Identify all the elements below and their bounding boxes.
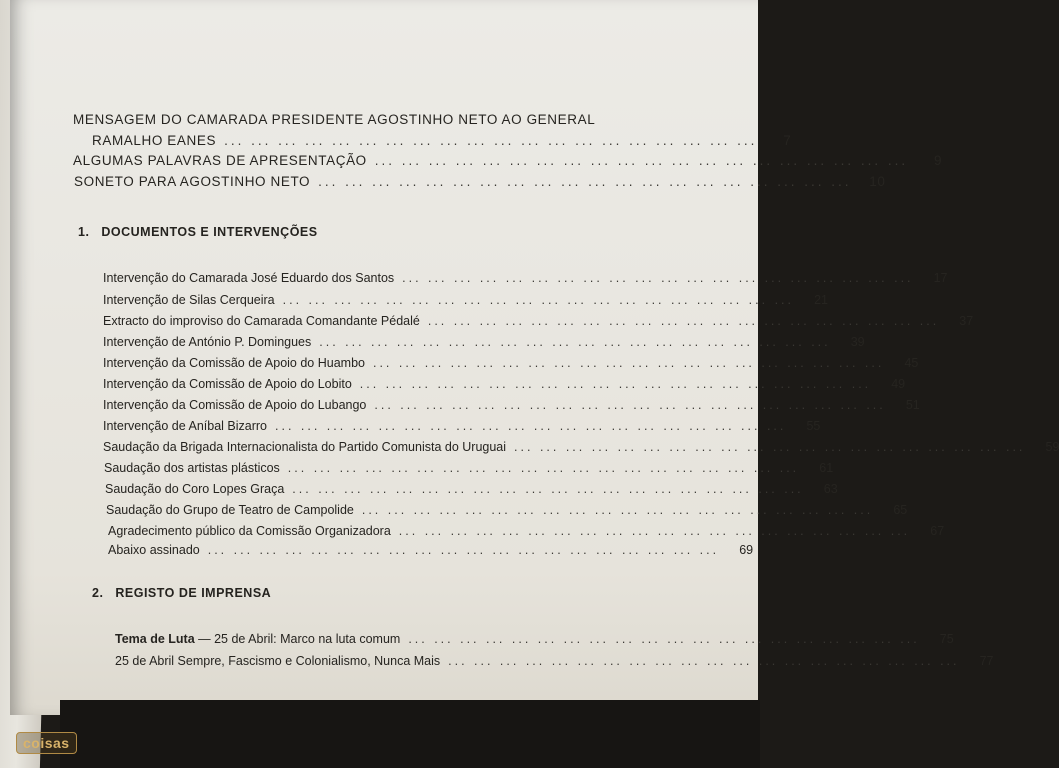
dot-leader: ... ... ... ... ... ... ... ... ... ... ... ... ... ... ... ... ... ... ... ... — [287, 461, 800, 475]
toc-entry-title: Intervenção da Comissão de Apoio do Lobito — [103, 377, 352, 391]
toc-entry-title: Saudação dos artistas plásticos — [104, 461, 280, 475]
section-title: DOCUMENTOS E INTERVENÇÕES — [101, 225, 318, 239]
dot-leader: ... ... ... ... ... ... ... ... ... ... ... ... ... ... ... ... ... ... ... ... — [374, 398, 886, 412]
dot-leader: ... ... ... ... ... ... ... ... ... ... ... ... ... ... ... ... ... ... ... ... — [427, 314, 940, 328]
dot-leader: ... ... ... ... ... ... ... ... ... ... ... ... ... ... ... ... ... ... ... ... — [275, 419, 787, 433]
dot-leader: ... ... ... ... ... ... ... ... ... ... ... ... ... ... ... ... ... ... ... ... — [282, 293, 794, 307]
toc-entry — [74, 174, 886, 189]
toc-entry — [106, 503, 908, 517]
section-heading — [92, 586, 271, 600]
toc-entry-title-bold: Tema de Luta — [115, 632, 195, 646]
toc-entry-title: 25 de Abril Sempre, Fascismo e Colonialismo, Nunca Mais — [115, 654, 441, 668]
toc-entry-page: 7 — [783, 133, 792, 148]
dot-leader: ... ... ... ... ... ... ... ... ... ... ... ... ... ... ... ... ... ... ... ... — [224, 133, 758, 148]
toc-entry — [103, 314, 974, 328]
section-number: 2. — [92, 586, 104, 600]
toc-entry-title: Abaixo assinado — [108, 543, 200, 557]
toc-entry-page: 69 — [739, 543, 754, 557]
toc-entry — [103, 335, 865, 349]
toc-entry-title: Intervenção de Silas Cerqueira — [103, 293, 275, 307]
toc-entry-title: RAMALHO EANES — [92, 133, 217, 148]
toc-entry — [104, 461, 834, 475]
toc-entry-title: Intervenção da Comissão de Apoio do Huambo — [103, 356, 365, 370]
dot-leader: ... ... ... ... ... ... ... ... ... ... ... ... ... ... ... ... ... ... ... ... — [408, 632, 920, 646]
dot-leader: ... ... ... ... ... ... ... ... ... ... ... ... ... ... ... ... ... ... ... ... — [361, 503, 874, 517]
toc-entry-title: Intervenção da Comissão de Apoio do Lubango — [103, 398, 367, 412]
toc-entry-page: 21 — [814, 293, 828, 307]
toc-entry-title: Saudação do Grupo de Teatro de Campolide — [106, 503, 354, 517]
toc-entry-title: SONETO PARA AGOSTINHO NETO — [74, 174, 311, 189]
toc-entry-title: Agradecimento público da Comissão Organizadora — [108, 524, 391, 538]
watermark-logo: coisas — [16, 732, 77, 754]
toc-entry-page: 17 — [933, 271, 948, 285]
toc-entry — [103, 293, 828, 307]
toc-entry — [92, 133, 792, 148]
section-number: 1. — [78, 225, 90, 239]
toc-entry-page: 59 — [1045, 440, 1059, 454]
section-title: REGISTO DE IMPRENSA — [115, 586, 272, 600]
toc-entry-title: Intervenção de Aníbal Bizarro — [103, 419, 267, 433]
dot-leader: ... ... ... ... ... ... ... ... ... ... ... ... ... ... ... ... ... ... ... ... — [448, 654, 960, 668]
toc-entry — [103, 271, 948, 285]
toc-entry — [103, 356, 919, 370]
toc-entry — [115, 632, 954, 646]
toc-entry-title-rest: — 25 de Abril: Marco na luta comum — [194, 632, 401, 646]
toc-entry-title — [115, 632, 400, 646]
toc-entry-page: 45 — [904, 356, 919, 370]
dot-leader: ... ... ... ... ... ... ... ... ... ... ... ... ... ... ... ... ... ... ... ... — [398, 524, 911, 538]
toc-entry-title: Saudação da Brigada Internacionalista do Partido Comunista do Uruguai — [103, 440, 507, 454]
toc-entry-page: 37 — [959, 314, 974, 328]
toc-entry — [108, 543, 754, 557]
toc-entry-page: 55 — [806, 419, 821, 433]
toc-entry — [108, 524, 945, 538]
toc-entry-title: Extracto do improviso do Camarada Comandante Pédalé — [103, 314, 420, 328]
toc-entry-page: 9 — [933, 153, 943, 168]
toc-entry-page: 65 — [893, 503, 908, 517]
toc-entry — [103, 440, 1059, 454]
background-shadow — [60, 700, 760, 768]
dot-leader: ... ... ... ... ... ... ... ... ... ... ... ... ... ... ... ... ... ... ... ... — [319, 335, 831, 349]
dot-leader: ... ... ... ... ... ... ... ... ... ... ... ... ... ... ... ... ... ... ... ... — [292, 482, 804, 496]
toc-entry — [115, 654, 994, 668]
dot-leader: ... ... ... ... ... ... ... ... ... ... ... ... ... ... ... ... ... ... ... ... — [514, 440, 1026, 454]
toc-entry-title: Intervenção do Camarada José Eduardo dos Santos — [103, 271, 395, 285]
toc-entry-page: 61 — [819, 461, 834, 475]
toc-entry-page: 63 — [823, 482, 838, 496]
section-heading — [78, 225, 318, 239]
toc-entry — [103, 398, 920, 412]
toc-entry-page: 10 — [869, 174, 886, 189]
toc-entry — [103, 419, 821, 433]
dot-leader: ... ... ... ... ... ... ... ... ... ... ... ... ... ... ... ... ... ... ... ... — [374, 153, 909, 168]
toc-entry — [103, 377, 906, 391]
toc-entry-title: ALGUMAS PALAVRAS DE APRESENTAÇÃO — [73, 153, 367, 168]
toc-entry-title: Saudação do Coro Lopes Graça — [105, 482, 285, 496]
toc-entry — [73, 153, 943, 168]
toc-entry-line1: MENSAGEM DO CAMARADA PRESIDENTE AGOSTINHO NETO AO GENERAL — [73, 112, 596, 127]
dot-leader: ... ... ... ... ... ... ... ... ... ... ... ... ... ... ... ... ... ... ... ... — [207, 543, 720, 557]
toc-entry-page: 51 — [905, 398, 920, 412]
toc-entry-page: 77 — [979, 654, 994, 668]
dot-leader: ... ... ... ... ... ... ... ... ... ... ... ... ... ... ... ... ... ... ... ... — [359, 377, 872, 391]
toc-entry-title: Intervenção de António P. Domingues — [103, 335, 312, 349]
toc-entry-page: 75 — [939, 632, 954, 646]
dot-leader: ... ... ... ... ... ... ... ... ... ... ... ... ... ... ... ... ... ... ... ... — [402, 271, 914, 285]
dot-leader: ... ... ... ... ... ... ... ... ... ... ... ... ... ... ... ... ... ... ... ... — [372, 356, 885, 370]
toc-entry-page: 67 — [930, 524, 945, 538]
toc-entry — [105, 482, 838, 496]
toc-entry-page: 49 — [891, 377, 906, 391]
dot-leader: ... ... ... ... ... ... ... ... ... ... ... ... ... ... ... ... ... ... ... ... — [318, 174, 852, 189]
toc-entry-page: 39 — [850, 335, 865, 349]
